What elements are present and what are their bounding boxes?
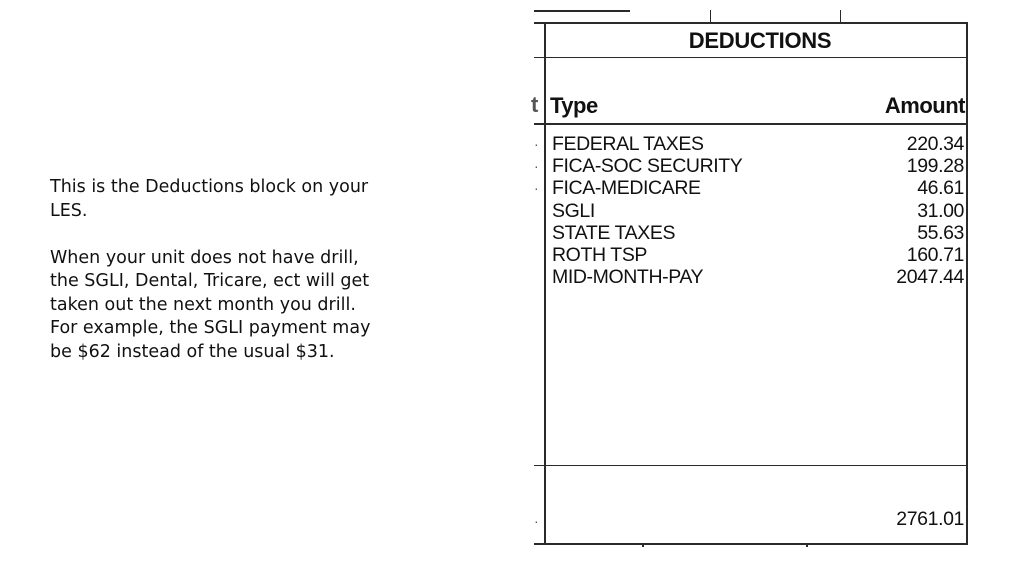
intro-paragraph: This is the Deductions block on your LES.	[50, 177, 369, 221]
deductions-total: 2761.01	[896, 508, 964, 530]
deduction-row	[552, 244, 964, 266]
deductions-title: DEDUCTIONS	[688, 28, 832, 53]
deduction-amount: 55.63	[917, 221, 964, 244]
deduction-amount: 31.00	[917, 199, 964, 222]
deduction-row	[552, 155, 964, 177]
header-divider	[534, 123, 968, 125]
total-divider	[534, 465, 968, 466]
deduction-amount: 220.34	[906, 133, 964, 155]
deduction-amount: 2047.44	[896, 266, 964, 289]
deduction-row	[552, 200, 964, 222]
deduction-type: FEDERAL TAXES	[552, 133, 704, 155]
scan-top-tick	[840, 10, 841, 22]
deduction-type: FICA-SOC SECURITY	[552, 155, 743, 178]
cropped-column-mark: ·	[534, 158, 539, 174]
scan-top-tick	[710, 10, 711, 22]
explanation-text	[50, 176, 380, 364]
les-deductions-block	[531, 0, 974, 575]
deduction-rows	[552, 133, 964, 288]
cropped-column-mark: ·	[534, 136, 539, 152]
cropped-column-mark: ·	[534, 513, 539, 529]
deduction-amount: 199.28	[906, 155, 964, 178]
box-bottom-border	[534, 543, 968, 545]
amount-column-header: Amount	[884, 93, 965, 118]
bottom-tick	[642, 543, 644, 547]
deduction-type: SGLI	[552, 199, 595, 222]
scan-top-fragment-line	[534, 10, 630, 12]
deduction-row	[552, 133, 964, 155]
deduction-type: MID-MONTH-PAY	[552, 266, 704, 289]
cropped-column-letter: t	[531, 92, 539, 117]
deduction-amount: 160.71	[906, 243, 964, 266]
cropped-column-mark: ·	[534, 180, 539, 196]
deduction-type: FICA-MEDICARE	[552, 177, 701, 200]
deduction-row	[552, 177, 964, 199]
deduction-row	[552, 222, 964, 244]
deduction-type: STATE TAXES	[552, 221, 676, 244]
deduction-row	[552, 266, 964, 288]
type-column-header: Type	[550, 93, 598, 118]
bottom-tick	[806, 543, 808, 547]
deduction-amount: 46.61	[917, 177, 964, 200]
detail-paragraph: When your unit does not have drill, the SGLI, Dental, Tricare, ect will get taken out the next month you drill. For example, the SGLI payment may be $62 instead of the usual $31.	[50, 247, 371, 362]
deduction-type: ROTH TSP	[552, 243, 648, 266]
